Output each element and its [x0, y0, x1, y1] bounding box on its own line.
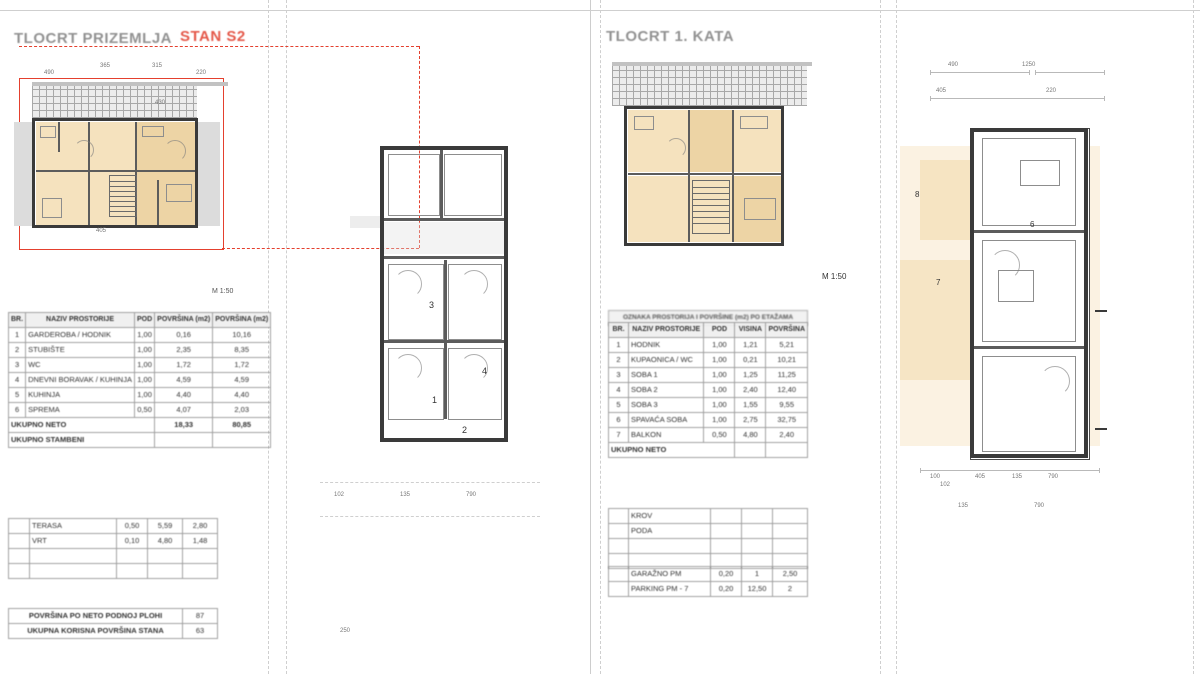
left-floor-plan [14, 80, 229, 250]
room-number-1: 1 [432, 395, 438, 405]
col-header: BR. [9, 313, 26, 328]
room-number-6: 6 [1030, 220, 1035, 229]
left-plan-scale: M 1:50 [212, 288, 234, 295]
table-row: 5 KUHINJA 1,00 4,40 4,40 [9, 388, 271, 403]
table-row: 4 SOBA 2 1,00 2,40 12,40 [609, 383, 808, 398]
table-sum-row: UKUPNO NETO 18,33 80,85 [9, 418, 271, 433]
left-secondary-table [8, 518, 218, 579]
table-row: TERASA 0,50 5,59 2,80 [9, 519, 218, 534]
col-header: POVRŠINA (m2) [155, 313, 213, 328]
left-plan-unit-label: STAN S2 [180, 28, 246, 45]
room-number-7: 7 [936, 278, 941, 287]
left-room-schedule-table [8, 312, 269, 448]
right-room-schedule-table [608, 322, 808, 458]
room-number-2: 2 [462, 425, 468, 435]
table-row: GARAŽNO PM 0,20 1 2,50 [609, 567, 808, 582]
right-table-title: OZNAKA PROSTORIJA I POVRŠINE (m2) PO ETAŽAMA [608, 310, 808, 326]
table-row: 3 SOBA 1 1,00 1,25 11,25 [609, 368, 808, 383]
right-plan-scale: M 1:50 [822, 272, 847, 281]
table-sum-row: UKUPNO STAMBENI [9, 433, 271, 448]
table-row: 7 BALKON 0,50 4,80 2,40 [609, 428, 808, 443]
guide-line [590, 0, 591, 674]
col-header: POD [704, 323, 735, 338]
table-row: 1 GARDEROBA / HODNIK 1,00 0,16 10,16 [9, 328, 271, 343]
table-row: POVRŠINA PO NETO PODNOJ PLOHI 87 [9, 609, 218, 624]
col-header: POVRŠINA (m2) [213, 313, 271, 328]
table-row [9, 564, 218, 579]
table-row: 4 DNEVNI BORAVAK / KUHINJA 1,00 4,59 4,59 [9, 373, 271, 388]
guide-line [1193, 0, 1194, 674]
col-header: NAZIV PROSTORIJE [26, 313, 135, 328]
table-row: 6 SPAVAĆA SOBA 1,00 2,75 32,75 [609, 413, 808, 428]
selection-guide [19, 46, 419, 47]
table-row: PODA [609, 524, 808, 539]
right-side-plan [900, 120, 1190, 460]
table-row [609, 539, 808, 554]
dimension-line [320, 516, 540, 517]
table-row: 6 SPREMA 0,50 4,07 2,03 [9, 403, 271, 418]
table-row: UKUPNA KORISNA POVRŠINA STANA 63 [9, 624, 218, 639]
table-row: 3 WC 1,00 1,72 1,72 [9, 358, 271, 373]
col-header: POD [134, 313, 154, 328]
col-header: VISINA [735, 323, 766, 338]
guide-line [600, 0, 601, 674]
drawing-sheet: TLOCRT PRIZEMLJA STAN S2 490 365 315 220 430 405 M 1:50 BR. NAZIV PROSTORIJE POD POVRŠINA (m2) POVRŠINA (m2) 1 GARDEROBA / HODNIK 1,00 0,16 10,16 2 STUBIŠTE 1,00 2,35 8,35 3 WC 1,00 1,72 1,72 4 DNEVNI BORAVAK / KUHINJA 1,00 4,59 4,59 5 KUHINJA 1,00 4,40 4,40 6 SPREMA 0,50 4,07 2,03 UKUPNO NETO 18,33 80,85 UKUPNO STAMBENI TERASA 0,50 5,59 2,80 VRT 0,10 4,80 1,48 POVRŠINA PO NETO PODNOJ PLOHI 87 UKUPNA KORISNA POVRŠINA STANA 63 3 4 1 2 102 135 790 250 TLOCRT 1. KATA M 1:50 8 7 6 490 1250 405 220 100 405 135 790 102 135 790 OZNAKA PROSTORIJA I POVRŠINE (m2) PO ETAŽAMA BR. NAZIV PROSTORIJE POD VISINA POVRŠINA 1 HODNIK 1,00 1,21 5,21 2 KUPAONICA / WC 1,00 0,21 10,21 3 SOBA 1 1,00 1,25 11,25 4 SOBA 2 1,00 2,40 12,40 5 SOBA 3 1,00 1,55 9,55 6 SPAVAĆA SOBA 1,00 2,75 32,75 7 BALKON 0,50 4,80 2,40 UKUPNO NETO KROV PODA GARAŽNO PM 0,20 1 2,50 PARKING PM - 7 0,20 12,50 2 [0, 0, 1200, 674]
col-header: NAZIV PROSTORIJE [629, 323, 704, 338]
room-number-4: 4 [482, 366, 488, 376]
dimension-line [320, 482, 540, 483]
right-floor-plan [604, 58, 819, 258]
guide-line [286, 0, 287, 674]
room-number-3: 3 [429, 300, 435, 310]
left-plan-title: TLOCRT PRIZEMLJA [14, 30, 172, 47]
guide-line [896, 0, 897, 674]
right-secondary-table [608, 508, 808, 569]
table-sum-row: UKUPNO NETO [609, 443, 808, 458]
guide-line [880, 0, 881, 674]
col-header: BR. [609, 323, 629, 338]
table-row [9, 549, 218, 564]
table-row: 2 STUBIŠTE 1,00 2,35 8,35 [9, 343, 271, 358]
guide-line [0, 10, 1200, 11]
table-row: KROV [609, 509, 808, 524]
right-plan-title: TLOCRT 1. KATA [606, 28, 735, 45]
table-row: PARKING PM - 7 0,20 12,50 2 [609, 582, 808, 597]
right-footer-table [608, 566, 808, 597]
table-row: 2 KUPAONICA / WC 1,00 0,21 10,21 [609, 353, 808, 368]
col-header: POVRŠINA [766, 323, 808, 338]
table-row: 5 SOBA 3 1,00 1,55 9,55 [609, 398, 808, 413]
middle-floor-plan [370, 140, 550, 450]
table-row: 1 HODNIK 1,00 1,21 5,21 [609, 338, 808, 353]
table-row: VRT 0,10 4,80 1,48 [9, 534, 218, 549]
left-footer-table [8, 608, 218, 639]
room-number-8: 8 [915, 190, 920, 199]
